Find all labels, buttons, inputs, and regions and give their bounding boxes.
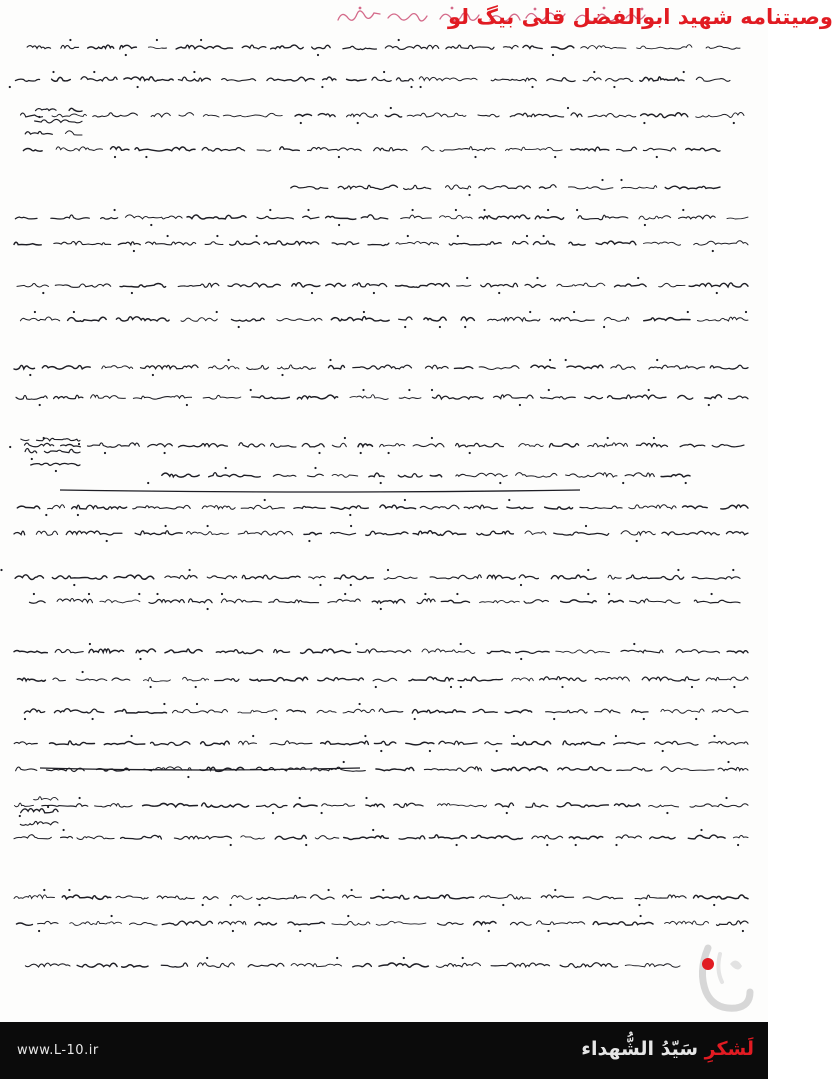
underline-stroke: [60, 490, 580, 492]
handwriting-line: [18, 671, 749, 688]
handwriting-line: [34, 797, 58, 808]
site-url[interactable]: www.L-10.ir: [17, 1043, 99, 1058]
site-footer: [0, 1022, 768, 1079]
handwriting-line: [21, 809, 58, 813]
page-title: وصیتنامه شهید ابوالفضل قلی بیگ لو: [448, 5, 833, 29]
handwriting-line: [25, 131, 82, 135]
handwriting-line: [9, 71, 730, 88]
handwriting-line: [30, 593, 741, 610]
handwriting-line: [14, 797, 748, 814]
brand-rest-part: سَیّدُ الشُّهداء: [581, 1038, 699, 1060]
handwriting-line: [19, 815, 58, 825]
handwriting-line: [20, 311, 748, 328]
handwriting-line: [25, 437, 745, 454]
handwriting-line: [31, 463, 80, 472]
handwriting-line: [14, 735, 748, 752]
handwriting-line: [25, 957, 680, 968]
handwriting-line: [9, 438, 80, 448]
handwriting-line: [14, 235, 748, 252]
handwriting-line: [0, 569, 740, 586]
handwriting-line: [17, 915, 749, 932]
footer-brand-logo: [581, 1022, 754, 1079]
handwriting-line: [15, 209, 748, 226]
handwriting-line: [291, 179, 720, 196]
l10-logo-icon: [696, 940, 754, 1014]
handwriting-line: [16, 389, 748, 406]
handwriting-line: [23, 147, 720, 158]
handwriting-line: [21, 107, 745, 124]
handwriting-line: [35, 119, 82, 122]
handwriting-line: [24, 703, 748, 720]
handwriting-line: [14, 889, 748, 906]
brand-red-part: لَشکرِ: [704, 1038, 754, 1060]
handwriting-line: [17, 277, 748, 294]
handwriting-line: [17, 499, 748, 516]
handwriting-line: [147, 467, 690, 484]
handwriting-line: [14, 359, 748, 376]
handwriting-line: [27, 39, 740, 56]
handwriting-line: [14, 643, 748, 660]
handwriting-line: [14, 525, 748, 542]
handwriting-line: [14, 829, 748, 846]
